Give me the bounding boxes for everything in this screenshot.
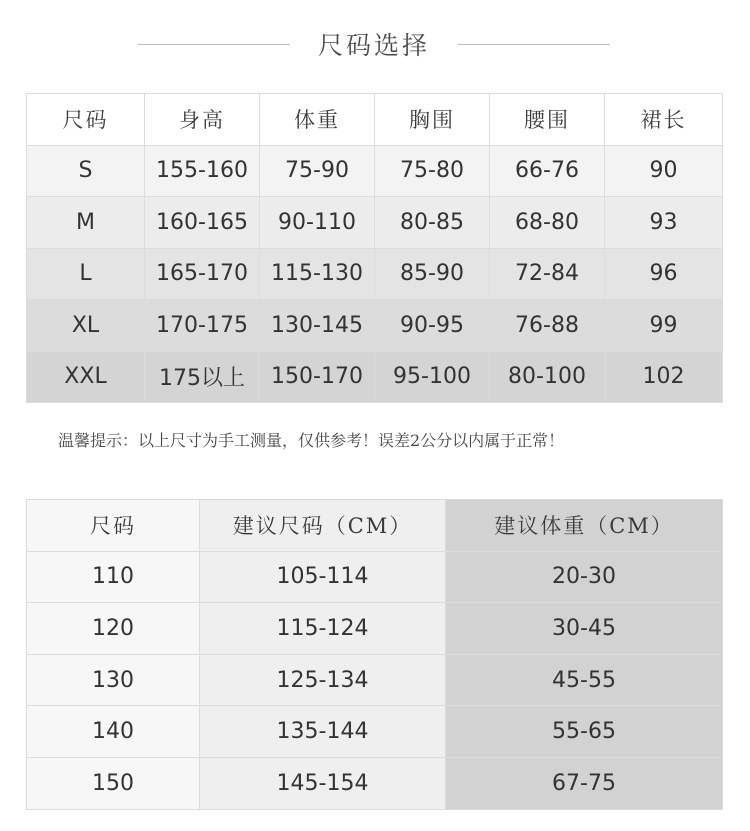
cell-recommended-size: 105-114 [200,551,446,603]
title-divider-left [138,44,290,45]
cell-recommended-weight: 20-30 [446,551,723,603]
table-row [27,757,723,809]
cell-height: 155-160 [145,145,260,197]
cell-size: XL [27,300,145,352]
cell-weight: 130-145 [260,300,375,352]
header-size: 尺码 [27,94,145,146]
cell-skirt-length: 102 [605,351,723,403]
cell-bust: 80-85 [375,197,490,249]
table-row [27,551,723,603]
cell-skirt-length: 90 [605,145,723,197]
cell-waist: 80-100 [490,351,605,403]
table-row [27,145,723,197]
section-title [0,22,750,66]
recommended-size-table [26,499,723,810]
cell-height: 165-170 [145,248,260,300]
cell-skirt-length: 99 [605,300,723,352]
cell-skirt-length: 93 [605,197,723,249]
cell-recommended-size: 135-144 [200,706,446,758]
cell-recommended-size: 125-134 [200,654,446,706]
cell-waist: 76-88 [490,300,605,352]
table-row [27,654,723,706]
recommended-header-row [27,500,723,552]
header-skirt-length: 裙长 [605,94,723,146]
cell-waist: 72-84 [490,248,605,300]
cell-weight: 150-170 [260,351,375,403]
cell-size: 110 [27,551,200,603]
cell-size: 130 [27,654,200,706]
cell-recommended-weight: 67-75 [446,757,723,809]
table-row [27,197,723,249]
cell-size: 140 [27,706,200,758]
page-title: 尺码选择 [317,31,430,60]
cell-height: 175以上 [145,351,260,403]
cell-size: XXL [27,351,145,403]
cell-recommended-weight: 55-65 [446,706,723,758]
cell-skirt-length: 96 [605,248,723,300]
header-height: 身高 [145,94,260,146]
header-weight: 体重 [260,94,375,146]
cell-size: L [27,248,145,300]
cell-weight: 75-90 [260,145,375,197]
header-waist: 腰围 [490,94,605,146]
cell-recommended-size: 115-124 [200,603,446,655]
cell-weight: 90-110 [260,197,375,249]
cell-size: S [27,145,145,197]
cell-recommended-weight: 45-55 [446,654,723,706]
cell-waist: 68-80 [490,197,605,249]
cell-size: M [27,197,145,249]
header-size: 尺码 [27,500,200,552]
cell-bust: 75-80 [375,145,490,197]
cell-recommended-weight: 30-45 [446,603,723,655]
cell-size: 120 [27,603,200,655]
size-chart-header-row [27,94,723,146]
table-row [27,351,723,403]
cell-bust: 85-90 [375,248,490,300]
cell-weight: 115-130 [260,248,375,300]
header-recommended-weight: 建议体重（CM） [446,500,723,552]
cell-bust: 90-95 [375,300,490,352]
header-bust: 胸围 [375,94,490,146]
table-row [27,603,723,655]
table-row [27,706,723,758]
table-row [27,248,723,300]
title-divider-right [458,44,610,45]
header-recommended-size: 建议尺码（CM） [200,500,446,552]
cell-bust: 95-100 [375,351,490,403]
cell-height: 160-165 [145,197,260,249]
cell-recommended-size: 145-154 [200,757,446,809]
size-chart-table [26,93,723,403]
cell-waist: 66-76 [490,145,605,197]
table-row [27,300,723,352]
measurement-tip: 温馨提示：以上尺寸为手工测量，仅供参考！误差2公分以内属于正常！ [58,431,565,450]
cell-height: 170-175 [145,300,260,352]
cell-size: 150 [27,757,200,809]
